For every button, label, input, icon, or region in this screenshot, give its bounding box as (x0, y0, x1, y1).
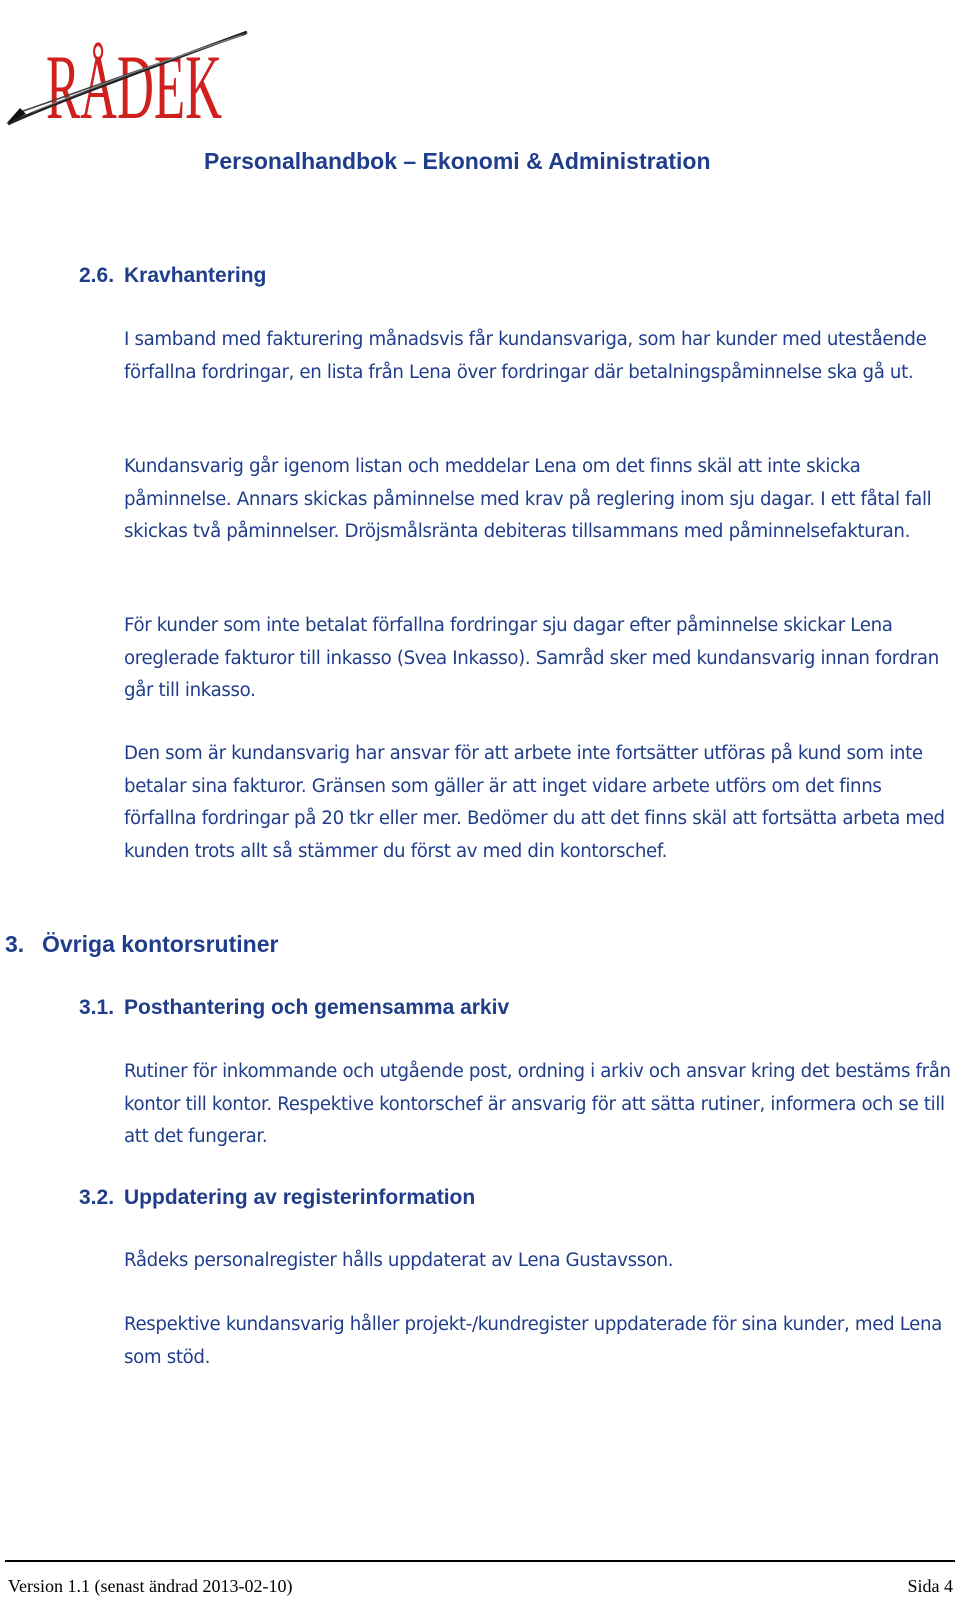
section-2-6-heading (79, 264, 379, 290)
section-title: Kravhantering (124, 264, 267, 287)
document-title: Personalhandbok – Ekonomi & Administration (204, 148, 711, 174)
logo-text: RÅDEK (46, 36, 222, 138)
footer-divider (5, 1560, 955, 1562)
footer-version: Version 1.1 (senast ändrad 2013-02-10) (8, 1576, 293, 1596)
paragraph: Respektive kundansvarig håller projekt-/kundregister uppdaterade för sina kunder, med Lena som stöd. (124, 1314, 942, 1368)
section-title: Uppdatering av registerinformation (124, 1186, 476, 1209)
footer-page-number: Sida 4 (907, 1576, 953, 1596)
paragraph: Rådeks personalregister hålls uppdaterat av Lena Gustavsson. (124, 1250, 674, 1271)
section-number: 3.2. (79, 1186, 115, 1209)
paragraph: För kunder som inte betalat förfallna fordringar sju dagar efter påminnelse skickar Lena oreglerade fakturor till inkasso (Svea Inkasso). Samråd sker med kundansvarig innan fordran går till inkasso. (124, 615, 939, 701)
section-number: 2.6. (79, 264, 115, 287)
section-3-2-heading (79, 1186, 679, 1212)
paragraph: Rutiner för inkommande och utgående post, ordning i arkiv och ansvar kring det bestäms från kontor till kontor. Respektive kontorschef är ansvarig för att sätta rutiner, informera och se till att det fungerar. (124, 1061, 951, 1147)
section-number: 3. (5, 931, 25, 957)
paragraph: Den som är kundansvarig har ansvar för att arbete inte fortsätter utföras på kund som inte betalar sina fakturor. Gränsen som gäller är att inget vidare arbete utförs om det finns förfallna fordringar på 20 tkr eller mer. Bedömer du att det finns skäl att fortsätta arbeta med kunden trots allt så stämmer du först av med din kontorschef. (124, 743, 945, 862)
radek-logo (2, 0, 252, 138)
section-title: Övriga kontorsrutiner (42, 931, 279, 957)
section-number: 3.1. (79, 996, 115, 1019)
section-3-heading (5, 931, 405, 961)
paragraph: Kundansvarig går igenom listan och meddelar Lena om det finns skäl att inte skicka påminnelse. Annars skickas påminnelse med krav på reglering inom sju dagar. I ett fåtal fall skickas två påminnelser. Dröjsmålsränta debiteras tillsammans med påminnelsefakturan. (124, 456, 932, 542)
paragraph: I samband med fakturering månadsvis får kundansvariga, som har kunder med utestående förfallna fordringar, en lista från Lena över fordringar där betalningspåminnelse ska gå ut. (124, 329, 927, 383)
section-3-1-heading (79, 996, 679, 1022)
section-title: Posthantering och gemensamma arkiv (124, 996, 510, 1019)
